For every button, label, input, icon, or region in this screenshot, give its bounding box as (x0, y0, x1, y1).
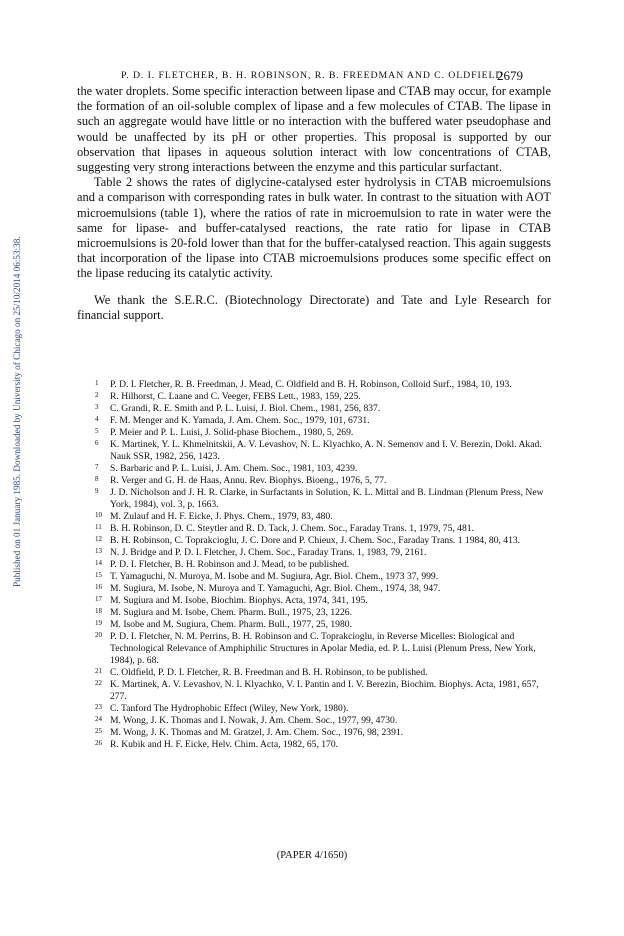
page-number: 2679 (497, 68, 523, 83)
running-head-authors: P. D. I. FLETCHER, B. H. ROBINSON, R. B. FREEDMAN AND C. OLDFIELD (121, 70, 504, 81)
reference-item (95, 631, 545, 667)
reference-text: R. Verger and G. H. de Haas, Annu. Rev. Biophys. Bioeng., 1976, 5, 77. (110, 475, 387, 486)
reference-item (95, 583, 545, 595)
reference-text: C. Tanford The Hydrophobic Effect (Wiley, New York, 1980). (110, 703, 349, 714)
reference-number: 19 (95, 619, 102, 627)
reference-number: 24 (95, 715, 102, 723)
reference-number: 9 (95, 487, 99, 495)
reference-item (95, 403, 545, 415)
reference-item (95, 559, 545, 571)
reference-text: S. Barbaric and P. L. Luisi, J. Am. Chem. Soc., 1981, 103, 4239. (110, 463, 358, 474)
reference-item (95, 487, 545, 511)
reference-item (95, 415, 545, 427)
reference-item (95, 463, 545, 475)
reference-item (95, 427, 545, 439)
reference-number: 4 (95, 415, 99, 423)
paragraph: the water droplets. Some specific interaction between lipase and CTAB may occur, for example the formation of an oil-soluble complex of lipase and a few molecules of CTAB. The lipase in such an aggregate would have little or no interaction with the buffered water pseudophase and would be unaffected by its pH or other properties. This proposal is supported by our observation that lipases in aqueous solution interact with low concentrations of CTAB, suggesting very strong interactions between the enzyme and this particular surfactant. (77, 84, 551, 175)
reference-text: C. Oldfield, P. D. I. Fletcher, R. B. Freedman and B. H. Robinson, to be published. (110, 667, 428, 678)
reference-number: 12 (95, 535, 102, 543)
reference-text: R. Kubik and H. F. Eicke, Helv. Chim. Acta, 1982, 65, 170. (110, 739, 339, 750)
reference-text: M. Wong, J. K. Thomas and M. Gratzel, J. Am. Chem. Soc., 1976, 98, 2391. (110, 727, 404, 738)
reference-number: 21 (95, 667, 102, 675)
reference-item (95, 391, 545, 403)
main-text (77, 84, 551, 323)
paragraph: Table 2 shows the rates of diglycine-catalysed ester hydrolysis in CTAB microemulsions and a comparison with corresponding rates in bulk water. In contrast to the situation with AOT microemulsions (table 1), where the ratios of rate in microemulsion to rate in water were the same for lipase- and buffer-catalysed reactions, the rate ratio for lipase in CTAB microemulsions is 20-fold lower than that for the buffer-catalysed reaction. This again suggests that incorporation of the lipase into CTAB microemulsions produces some specific effect on the lipase reducing its catalytic activity. (77, 175, 551, 281)
reference-text: K. Martinek, Y. L. Khmelnitskii, A. V. Levashov, N. L. Klyachko, A. N. Semenov and I. V. Berezin, Dokl. Akad. Nauk SSR, 1982, 256, 1423. (110, 439, 542, 462)
reference-number: 23 (95, 703, 102, 711)
reference-item (95, 439, 545, 463)
reference-number: 20 (95, 631, 102, 639)
acknowledgement: We thank the S.E.R.C. (Biotechnology Directorate) and Tate and Lyle Research for financial support. (77, 292, 551, 322)
reference-number: 2 (95, 391, 99, 399)
page-header (0, 69, 624, 85)
reference-item (95, 535, 545, 547)
reference-text: M. Zulauf and H. F. Eicke, J. Phys. Chem., 1979, 83, 480. (110, 511, 333, 522)
reference-text: N. J. Bridge and P. D. I. Fletcher, J. Chem. Soc., Faraday Trans. 1, 1983, 79, 2161. (110, 547, 427, 558)
reference-text: M. Wong, J. K. Thomas and I. Nowak, J. Am. Chem. Soc., 1977, 99, 4730. (110, 715, 398, 726)
reference-number: 17 (95, 595, 102, 603)
reference-text: M. Sugiura, M. Isobe, N. Muroya and T. Yamaguchi, Agr. Biol. Chem., 1974, 38, 947. (110, 583, 441, 594)
reference-item (95, 511, 545, 523)
reference-text: P. D. I. Fletcher, N. M. Perrins, B. H. Robinson and C. Toprakcioglu, in Reverse Micelles: Biological and Technological Relevance of Amphiphilic Structures in Apolar Media, ed. P. L. Luisi (Plenum Press, New York, 1984), p. 68. (110, 631, 536, 666)
reference-number: 1 (95, 379, 99, 387)
reference-item (95, 619, 545, 631)
reference-item (95, 523, 545, 535)
reference-number: 16 (95, 583, 102, 591)
reference-item (95, 679, 545, 703)
reference-text: J. D. Nicholson and J. H. R. Clarke, in Surfactants in Solution, K. L. Mittal and B. Lindman (Plenum Press, New York, 1984), vol. 3, p. 1663. (110, 487, 544, 510)
reference-number: 10 (95, 511, 102, 519)
reference-number: 11 (95, 523, 102, 531)
reference-number: 26 (95, 739, 102, 747)
reference-item (95, 475, 545, 487)
reference-text: B. H. Robinson, C. Toprakcioglu, J. C. Dore and P. Chieux, J. Chem. Soc., Faraday Trans. 1 1984, 80, 413. (110, 535, 521, 546)
reference-text: M. Sugiura and M. Isobe, Chem. Pharm. Bull., 1975, 23, 1226. (110, 607, 352, 618)
reference-number: 15 (95, 571, 102, 579)
reference-number: 7 (95, 463, 99, 471)
reference-number: 14 (95, 559, 102, 567)
reference-text: T. Yamaguchi, N. Muroya, M. Isobe and M. Sugiura, Agr. Biol. Chem., 1973 37, 999. (110, 571, 439, 582)
reference-text: M. Sugiura and M. Isobe, Biochim. Biophys. Acta, 1974, 341, 195. (110, 595, 368, 606)
reference-number: 13 (95, 547, 102, 555)
reference-text: K. Martinek, A. V. Levashov, N. I. Klyachko, V. I. Pantin and I. V. Berezin, Biochim. Biophys. Acta, 1981, 657, 277. (110, 679, 539, 702)
reference-item (95, 607, 545, 619)
reference-item (95, 571, 545, 583)
reference-item (95, 379, 545, 391)
reference-text: M. Isobe and M. Sugiura, Chem. Pharm. Bull., 1977, 25, 1980. (110, 619, 352, 630)
reference-item (95, 739, 545, 751)
reference-number: 18 (95, 607, 102, 615)
reference-text: P. D. I. Fletcher, B. H. Robinson and J. Mead, to be published. (110, 559, 350, 570)
reference-number: 6 (95, 439, 99, 447)
reference-number: 22 (95, 679, 102, 687)
reference-item (95, 715, 545, 727)
reference-item (95, 727, 545, 739)
paper-id: (PAPER 4/1650) (276, 850, 348, 861)
reference-text: C. Grandi, R. E. Smith and P. L. Luisi, J. Biol. Chem., 1981, 256, 837. (110, 403, 381, 414)
reference-number: 25 (95, 727, 102, 735)
reference-text: P. D. I. Fletcher, R. B. Freedman, J. Mead, C. Oldfield and B. H. Robinson, Colloid Surf., 1984, 10, 193. (110, 379, 512, 390)
reference-item (95, 547, 545, 559)
reference-text: B. H. Robinson, D. C. Steytler and R. D. Tack, J. Chem. Soc., Faraday Trans. 1, 1979, 75, 481. (110, 523, 474, 534)
reference-number: 3 (95, 403, 99, 411)
reference-number: 8 (95, 475, 99, 483)
reference-text: P. Meier and P. L. Luisi, J. Solid-phase Biochem., 1980, 5, 269. (110, 427, 354, 438)
download-watermark: Published on 01 January 1985. Downloaded by University of Chicago on 25/10/2014 06:53:38. (12, 236, 22, 587)
reference-item (95, 667, 545, 679)
reference-text: F. M. Menger and K. Yamada, J. Am. Chem. Soc., 1979, 101, 6731. (110, 415, 370, 426)
reference-list (95, 379, 545, 751)
reference-number: 5 (95, 427, 99, 435)
reference-item (95, 595, 545, 607)
reference-item (95, 703, 545, 715)
reference-text: R. Hilhorst, C. Laane and C. Veeger, FEBS Lett., 1983, 159, 225. (110, 391, 361, 402)
